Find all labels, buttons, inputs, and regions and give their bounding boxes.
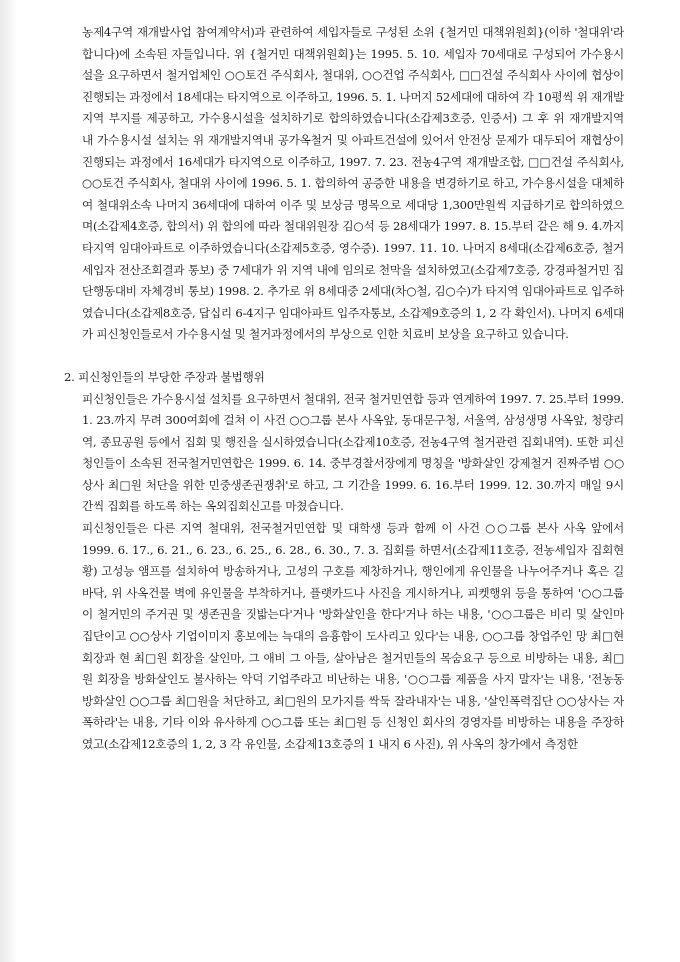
section-2-paragraph-2: 피신청인들은 다른 지역 철대위, 전국철거민연합 및 대학생 등과 함께 이 사건 ○○그룹 본사 사옥 앞에서 1999. 6. 17., 6. 21., 6. 23., 6. 25., 6. 28., 6. 30., 7. 3. 집회를 하면서(소갑제11호증, 전농세입자 집회현황) 고성능 앰프를 설치하여 방송하거나, 고성의 구호를 제창하거나, 행인에게 유인물을 나누어주거나 혹은 길바닥, 위 사옥건물 벽에 유인물을 부착하거나, 플랫카드나 사진을 게시하거나, 피켓행위 등을 통하여 '○○그룹이 철거민의 주거권 및 생존권을 짓밟는다'거나 '방화살인을 한다'거나 하는 내용, '○○그룹은 비리 및 살인마 집단이고 ○○상사 기업이미지 홍보에는 늑대의 음흉함이 도사리고 있다'는 내용, ○○그룹 창업주인 망 최□현 회장과 현 최□원 회장을 살인마, 그 애비 그 아들, 살아남은 철거민들의 목숨요구 등으로 비방하는 내용, 최□원 회장을 방화살인도 불사하는 악덕 기업주라고 비난하는 내용, '○○그룹 제품을 사지 말자'는 내용, '전농동 방화살인 ○○그룹 최□원을 처단하고, 최□원의 모가지를 싹둑 잘라내자'는 내용, '살인폭력집단 ○○상사는 자폭하라'는 내용, 기타 이와 유사하게 ○○그룹 또는 최□원 등 신청인 회사의 경영자를 비방하는 내용을 주장하였고(소갑제12호증의 1, 2, 3 각 유인물, 소갑제13호증의 1 내지 6 사진), 위 사옥의 창가에서 측정한 (82, 521, 624, 751)
section-2-body (64, 389, 624, 756)
document-body (64, 22, 624, 756)
page-edge-shadow (0, 0, 18, 962)
paragraph-continued: 농제4구역 재개발사업 참여계약서)과 관련하여 세입자들로 구성된 소위 {철거민 대책위원회}(이하 '철대위'라 합니다)에 소속된 자들입니다. 위 {철거민 대책위원회}는 1995. 5. 10. 세입자 70세대로 구성되어 가수용시설을 요구하면서 철거업체인 ○○토건 주식회사, 철대위, ○○건업 주식회사, □□건설 주식회사 사이에 협상이 진행되는 과정에서 18세대는 타지역으로 이주하고, 1996. 5. 1. 나머지 52세대에 대하여 각 10평씩 위 재개발지역 부지를 제공하고, 가수용시설을 설치하기로 합의하였습니다(소갑제3호증, 인증서) 그 후 위 재개발지역 내 가수용시설 설치는 위 재개발지역내 공가옥철거 및 아파트건설에 있어서 안전상 문제가 대두되어 재협상이 진행되는 과정에서 16세대가 타지역으로 이주하고, 1997. 7. 23. 전농4구역 재개발조합, □□건설 주식회사, ○○토건 주식회사, 철대위 사이에 1996. 5. 1. 합의하여 공증한 내용을 변경하기로 하고, 가수용시설을 대체하여 철대위소속 나머지 36세대에 대하여 이주 및 보상금 명목으로 세대당 1,300만원씩 지급하기로 합의하였으며(소갑제4호증, 합의서) 위 합의에 따라 철대위원장 김○석 등 28세대가 1997. 8. 15.부터 같은 해 9. 4.까지 타지역 임대아파트로 이주하였습니다(소갑제5호증, 영수증). 1997. 11. 10. 나머지 8세대(소갑제6호증, 철거세입자 전산조회결과 통보) 중 7세대가 위 지역 내에 임의로 천막을 설치하였고(소갑제7호증, 강경파철거민 집단행동대비 자체경비 통보) 1998. 2. 추가로 위 8세대중 2세대(차○철, 김○수)가 타지역 임대아파트로 입주하였습니다(소갑제8호증, 답십리 6-4지구 임대아파트 입주자통보, 소갑제9호증의 1, 2 각 확인서). 나머지 6세대가 피신청인들로서 가수용시설 및 철거과정에서의 부상으로 인한 치료비 보상을 요구하고 있습니다. (82, 25, 624, 342)
section-heading-2: 2. 피신청인들의 부당한 주장과 불법행위 (64, 369, 265, 384)
section-2-paragraph-1: 피신청인들은 가수용시설 설치를 요구하면서 철대위, 전국 철거민연합 등과 연계하여 1997. 7. 25.부터 1999. 1. 23.까지 무려 300여회에 걸쳐 이 사건 ○○그룹 본사 사옥앞, 동대문구청, 서울역, 삼성생명 사옥앞, 청량리역, 종묘공원 등에서 집회 및 행진을 실시하였습니다(소갑제10호증, 전농4구역 철거관련 집회내역). 또한 피신청인들이 소속된 전국철거민연합은 1999. 6. 14. 중부경찰서장에게 명칭을 '방화살인 강제철거 진짜주범 ○○상사 최□원 처단을 위한 민중생존권쟁취'로 하고, 그 기간을 1999. 6. 16.부터 1999. 12. 30.까지 매일 9시간씩 집회를 하도록 하는 옥외집회신고를 마쳤습니다. (82, 391, 624, 514)
